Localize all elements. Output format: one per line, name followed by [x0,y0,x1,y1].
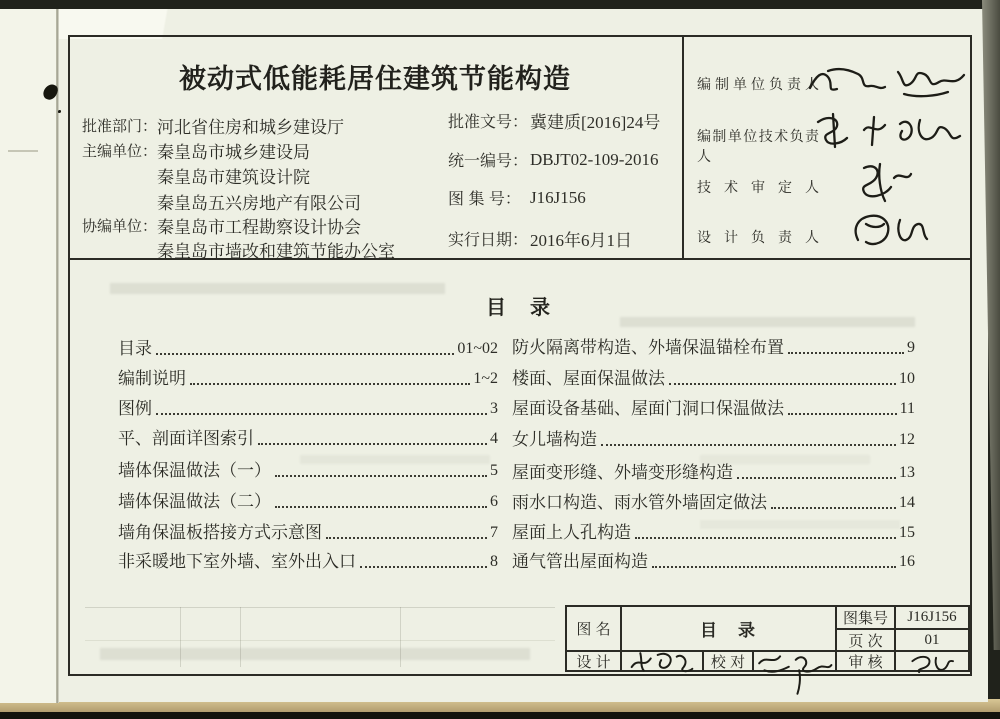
toc-entry-title: 女儿墙构造 [512,430,597,450]
approval-row [82,163,310,188]
designer-label: 设 计 [576,653,611,671]
approval-row [82,113,344,138]
reviewer-label: 审 核 [848,653,883,671]
toc-entry-title: 墙角保温板搭接方式示意图 [118,523,322,543]
toc-entry [512,523,915,542]
toc-entry [512,430,915,449]
doc-info-row [448,148,658,171]
toc-entry-title: 防火隔离带构造、外墙保温锚栓布置 [512,338,784,358]
signatory-label: 编制单位技术负责人 [697,128,819,164]
signatory-label: 编 制 单 位 负 责 人 [697,76,819,92]
scan-bottom-shadow [0,712,1000,719]
toc-entry-title: 非采暖地下室外墙、室外出入口 [118,552,356,572]
toc-entry [512,493,915,512]
approval-row [82,138,310,163]
toc-entry-page: 16 [899,553,915,571]
toc-entry [118,523,498,542]
toc-entry-page: 9 [907,339,915,357]
dot-leader [737,477,896,479]
approval-row [82,189,361,214]
approval-value: 秦皇岛市工程勘察设计协会 [157,218,361,237]
atlas-no-value: J16J156 [907,609,957,625]
doc-info-row [448,108,660,133]
dot-leader [652,566,896,568]
toc-entry-title: 目录 [118,339,152,359]
doc-info-label: 统一编号： [448,153,529,170]
toc-entry-title: 墙体保温做法（一） [118,461,271,481]
approval-value: 秦皇岛市建筑设计院 [157,168,310,187]
doc-info-value: 2016年6月1日 [530,231,632,250]
doc-info-row [448,186,586,209]
toc-entry [512,338,915,357]
handwritten-signature [754,647,834,697]
approval-label: 主编单位： [82,143,158,160]
fig-name-value: 目 录 [700,621,757,640]
approval-row [82,237,395,262]
dot-leader [788,352,904,354]
toc-entry [118,461,498,480]
dot-leader [788,413,897,415]
dot-leader [156,413,487,415]
approval-label: 协编单位： [82,218,158,235]
fig-name-label: 图 名 [576,621,611,638]
toc-entry [512,463,915,482]
toc-entry-title: 平、剖面详图索引 [118,429,254,449]
approval-label: 批准部门： [82,118,158,135]
dot-leader [601,444,896,446]
toc-entry [118,369,498,388]
toc-entry-page: 1~2 [473,370,498,388]
toc-entry [118,399,498,418]
toc-entry-title: 墙体保温做法（二） [118,492,271,512]
toc-entry-page: 15 [899,524,915,542]
dot-leader [326,537,487,539]
toc-entry-title: 屋面上人孔构造 [512,523,631,543]
toc-heading: 目 录 [486,297,552,319]
handwritten-signature [625,648,699,674]
toc-entry-page: 11 [899,400,915,418]
toc-entry-page: 7 [490,524,498,542]
toc-entry-page: 14 [899,494,915,512]
doc-info-row [448,226,632,251]
approval-row [82,213,361,238]
proofreader-label: 校 对 [710,653,746,671]
toc-entry-title: 屋面设备基础、屋面门洞口保温做法 [512,399,784,419]
toc-entry-title: 编制说明 [118,369,186,389]
dot-leader [275,475,487,477]
doc-info-value: 冀建质[2016]24号 [530,113,661,132]
dot-leader [669,383,896,385]
doc-info-label: 图 集 号： [448,191,521,208]
doc-info-label: 实行日期： [448,232,529,249]
toc-entry-page: 8 [490,553,498,571]
toc-entry-title: 图例 [118,399,152,419]
toc-entry-page: 10 [899,370,915,388]
page-title: 被动式低能耗居住建筑节能构造 [179,64,571,94]
toc-entry [512,369,915,388]
page-no-label: 页 次 [848,632,883,650]
toc-entry-title: 屋面变形缝、外墙变形缝构造 [512,463,733,483]
dot-leader [635,537,896,539]
signatory-label: 设 计 负 责 人 [697,229,819,245]
approval-value: 秦皇岛市城乡建设局 [157,143,310,162]
page-no-value: 01 [924,631,940,648]
toc-entry [118,552,498,571]
toc-entry-page: 01~02 [457,340,498,358]
toc-entry [118,429,498,448]
doc-info-value: DBJT02-109-2016 [530,149,659,169]
handwritten-signature [812,110,970,152]
adjacent-page [0,9,58,703]
atlas-no-label: 图集号 [842,610,888,627]
toc-entry-title: 雨水口构造、雨水管外墙固定做法 [512,493,767,513]
toc-entry [512,399,915,418]
handwritten-signature [850,160,914,204]
toc-entry-title: 通气管出屋面构造 [512,552,648,572]
toc-entry-page: 4 [490,430,498,448]
doc-info-label: 批准文号： [448,114,529,131]
toc-entry-page: 3 [490,400,498,418]
handwritten-signature [848,210,928,250]
dot-leader [258,443,487,445]
doc-info-value: J16J156 [530,187,586,207]
toc-entry [118,339,498,358]
approval-value: 秦皇岛市墙改和建筑节能办公室 [157,242,395,261]
header-divider [682,36,684,259]
approval-value: 河北省住房和城乡建设厅 [157,118,344,137]
approval-value: 秦皇岛五兴房地产有限公司 [157,194,361,213]
signatory-label: 技 术 审 定 人 [697,179,819,195]
handwritten-signature [806,58,968,104]
toc-entry [512,552,915,571]
dot-leader [156,353,454,355]
dot-leader [360,566,487,568]
dot-leader [771,507,896,509]
toc-entry-page: 13 [899,464,915,482]
title-block [565,605,970,672]
handwritten-signature [900,651,962,673]
toc-entry-page: 6 [490,493,498,511]
toc-entry [118,492,498,511]
dot-leader [275,506,487,508]
toc-entry-page: 5 [490,462,498,480]
toc-entry-page: 12 [899,431,915,449]
dot-leader [190,383,470,385]
bleedthrough-artifact [8,150,38,152]
toc-entry-title: 楼面、屋面保温做法 [512,369,665,389]
